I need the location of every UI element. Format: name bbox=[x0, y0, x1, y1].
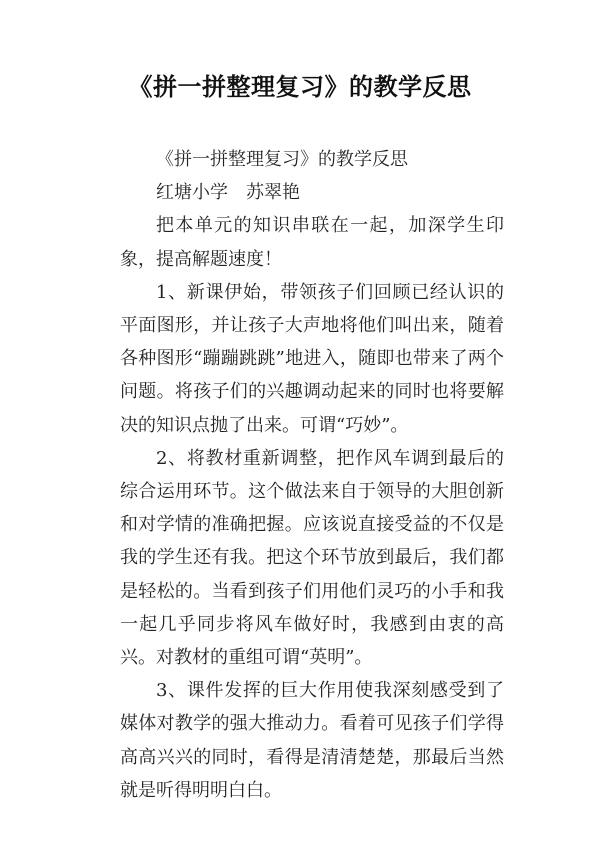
paragraph-3: 3、课件发挥的巨大作用使我深刻感受到了媒体对教学的强大推动力。看着可见孩子们学得高高兴兴的同时，看得是清清楚楚，那最后当然就是听得明明白白。 bbox=[120, 680, 504, 801]
paragraph-1: 1、新课伊始，带领孩子们回顾已经认识的平面图形，并让孩子大声地将他们叫出来，随着各种图形“蹦蹦跳跳”地进入，随即也带来了两个问题。将孩子们的兴趣调动起来的同时也将要解决的知识点抛了出来。可谓“巧妙”。 bbox=[120, 281, 504, 436]
author-line: 红塘小学 苏翠艳 bbox=[156, 182, 300, 204]
subtitle-line: 《拼一拼整理复习》的教学反思 bbox=[156, 149, 408, 170]
document-title: 《拼一拼整理复习》的教学反思 bbox=[128, 73, 472, 101]
document-body bbox=[120, 143, 504, 807]
paragraph-2: 2、将教材重新调整，把作风车调到最后的综合运用环节。这个做法来自于领导的大胆创新和对学情的准确把握。应该说直接受益的不仅是我的学生还有我。把这个环节放到最后，我们都是轻松的。当看到孩子们用他们灵巧的小手和我一起几乎同步将风车做好时，我感到由衷的高兴。对教材的重组可谓“英明”。 bbox=[120, 447, 504, 669]
paragraph-intro: 把本单元的知识串联在一起，加深学生印象，提高解题速度！ bbox=[120, 215, 504, 270]
